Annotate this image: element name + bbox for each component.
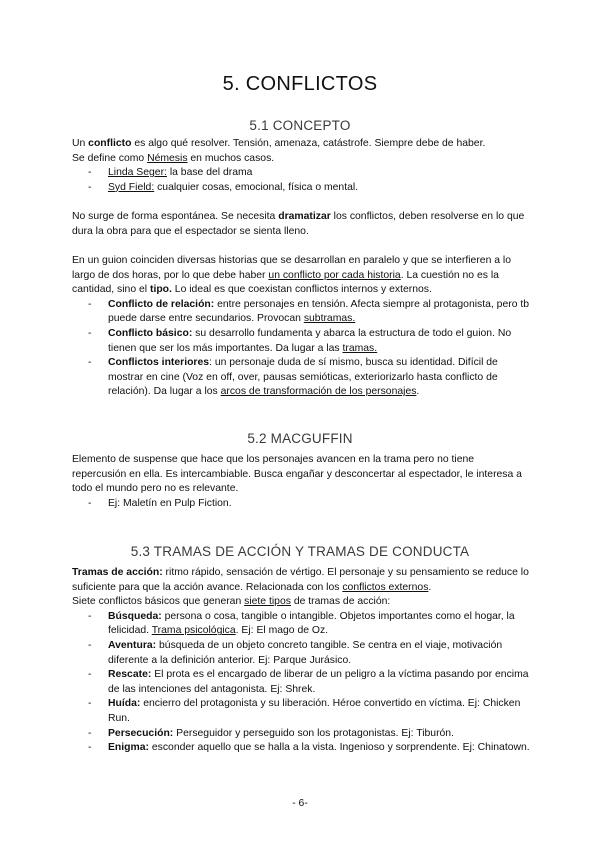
list-item: - Huída: encierro del protagonista y su liberación. Héroe convertido en víctima. Ej: Chicken Run.: [88, 698, 521, 724]
paragraph: En un guion coinciden diversas historias que se desarrollan en paralelo y que se interfieren a lo largo de dos horas, por lo que debe haber un conflicto por cada historia. La cuestión no es la cantidad, sino el tipo. Lo ideal es que coexistan conflictos internos y externos. - Conflicto de relación: entre personajes en tensión. Afecta siempre al protagonista, pero tb puede darse entre secundarios. Provocan subtramas. - Conflicto básico: su desarrollo fundamenta y abarca la estructura de todo el guion. No tienen que ser los más importantes. Da lugar a las tramas. - Conflictos interiores: un personaje duda de sí mismo, busca su identidad. Difícil de mostrar en cine (Voz en off, over, pausas semióticas, exteriorizarlo hasta conflicto de relación). Da lugar a los arcos de transformación de los personajes.: [72, 254, 530, 400]
paragraph: Tramas de acción: ritmo rápido, sensación de vértigo. El personaje y su pensamiento se reduce lo suficiente para que la acción avance. Relacionada con los conflictos externos.: [72, 567, 529, 593]
paragraph: Elemento de suspense que hace que los personajes avancen en la trama pero no tiene repercusión en ella. Es intercambiable. Busca engañar y desconcertar al espectador, le interesa a todo el mundo pero no es relevante.: [72, 454, 522, 495]
list: [72, 497, 530, 512]
paragraph: No surge de forma espontánea. Se necesita dramatizar los conflictos, deben resolverse en lo que dura la obra para que el espectador se sienta lleno.: [72, 211, 525, 237]
list-item: - Aventura: búsqueda de un objeto concreto tangible. Se centra en el viaje, motivación diferente a la definición anterior. Ej: Parque Jurásico.: [88, 639, 503, 666]
section-heading-macguffin: 5.2 MACGUFFIN: [247, 431, 353, 446]
list-item: - Conflicto básico: su desarrollo fundamenta y abarca la estructura de todo el guion. No tienen que ser los más importantes. Da lugar a las tramas.: [88, 327, 512, 354]
section-tramas-body: [72, 566, 530, 756]
list: [72, 166, 530, 195]
section-macguffin-body: [72, 453, 530, 511]
section-heading-tramas: 5.3 TRAMAS DE ACCIÓN Y TRAMAS DE CONDUCTA: [130, 544, 470, 559]
section-heading-concepto: 5.1 CONCEPTO: [249, 118, 351, 133]
list-item: - Syd Field: cualquier cosas, emocional, física o mental.: [88, 181, 359, 193]
list-item: - Conflictos interiores: un personaje duda de sí mismo, busca su identidad. Difícil de mostrar en cine (Voz en off, over, pausas semióticas, exteriorizarlo hasta conflicto de relación). Da lugar a los arcos de transformación de los personajes.: [88, 357, 498, 398]
list-item: - Ej: Maletín en Pulp Fiction.: [88, 497, 232, 509]
page-number: - 6-: [292, 798, 308, 809]
list: [72, 610, 530, 756]
list-item: - Persecución: Perseguidor y perseguido son los protagonistas. Ej: Tiburón.: [88, 727, 454, 739]
paragraph: Siete conflictos básicos que generan siete tipos de tramas de acción:: [72, 596, 391, 608]
list: [72, 298, 530, 400]
list-item: - Rescate: El prota es el encargado de liberar de un peligro a la víctima pasando por encima de las intenciones del antagonista. Ej: Shrek.: [88, 669, 529, 695]
section-concepto-body: [72, 137, 530, 195]
list-item: - Enigma: esconder aquello que se halla a la vista. Ingenioso y sorprendente. Ej: Chinatown.: [88, 742, 530, 754]
list-item: - Linda Seger: la base del drama: [88, 167, 253, 179]
list-item: - Conflicto de relación: entre personajes en tensión. Afecta siempre al protagonista, pero tb puede darse entre secundarios. Provocan subtramas.: [88, 298, 530, 325]
paragraph: Un conflicto es algo qué resolver. Tensión, amenaza, catástrofe. Siempre debe de haber. Se define como Némesis en muchos casos.: [72, 138, 486, 164]
page-title: 5. CONFLICTOS: [222, 73, 378, 95]
list-item: - Búsqueda: persona o cosa, tangible o intangible. Objetos importantes como el hogar, la felicidad. Trama psicológica. Ej: El mago de Oz.: [88, 610, 515, 637]
